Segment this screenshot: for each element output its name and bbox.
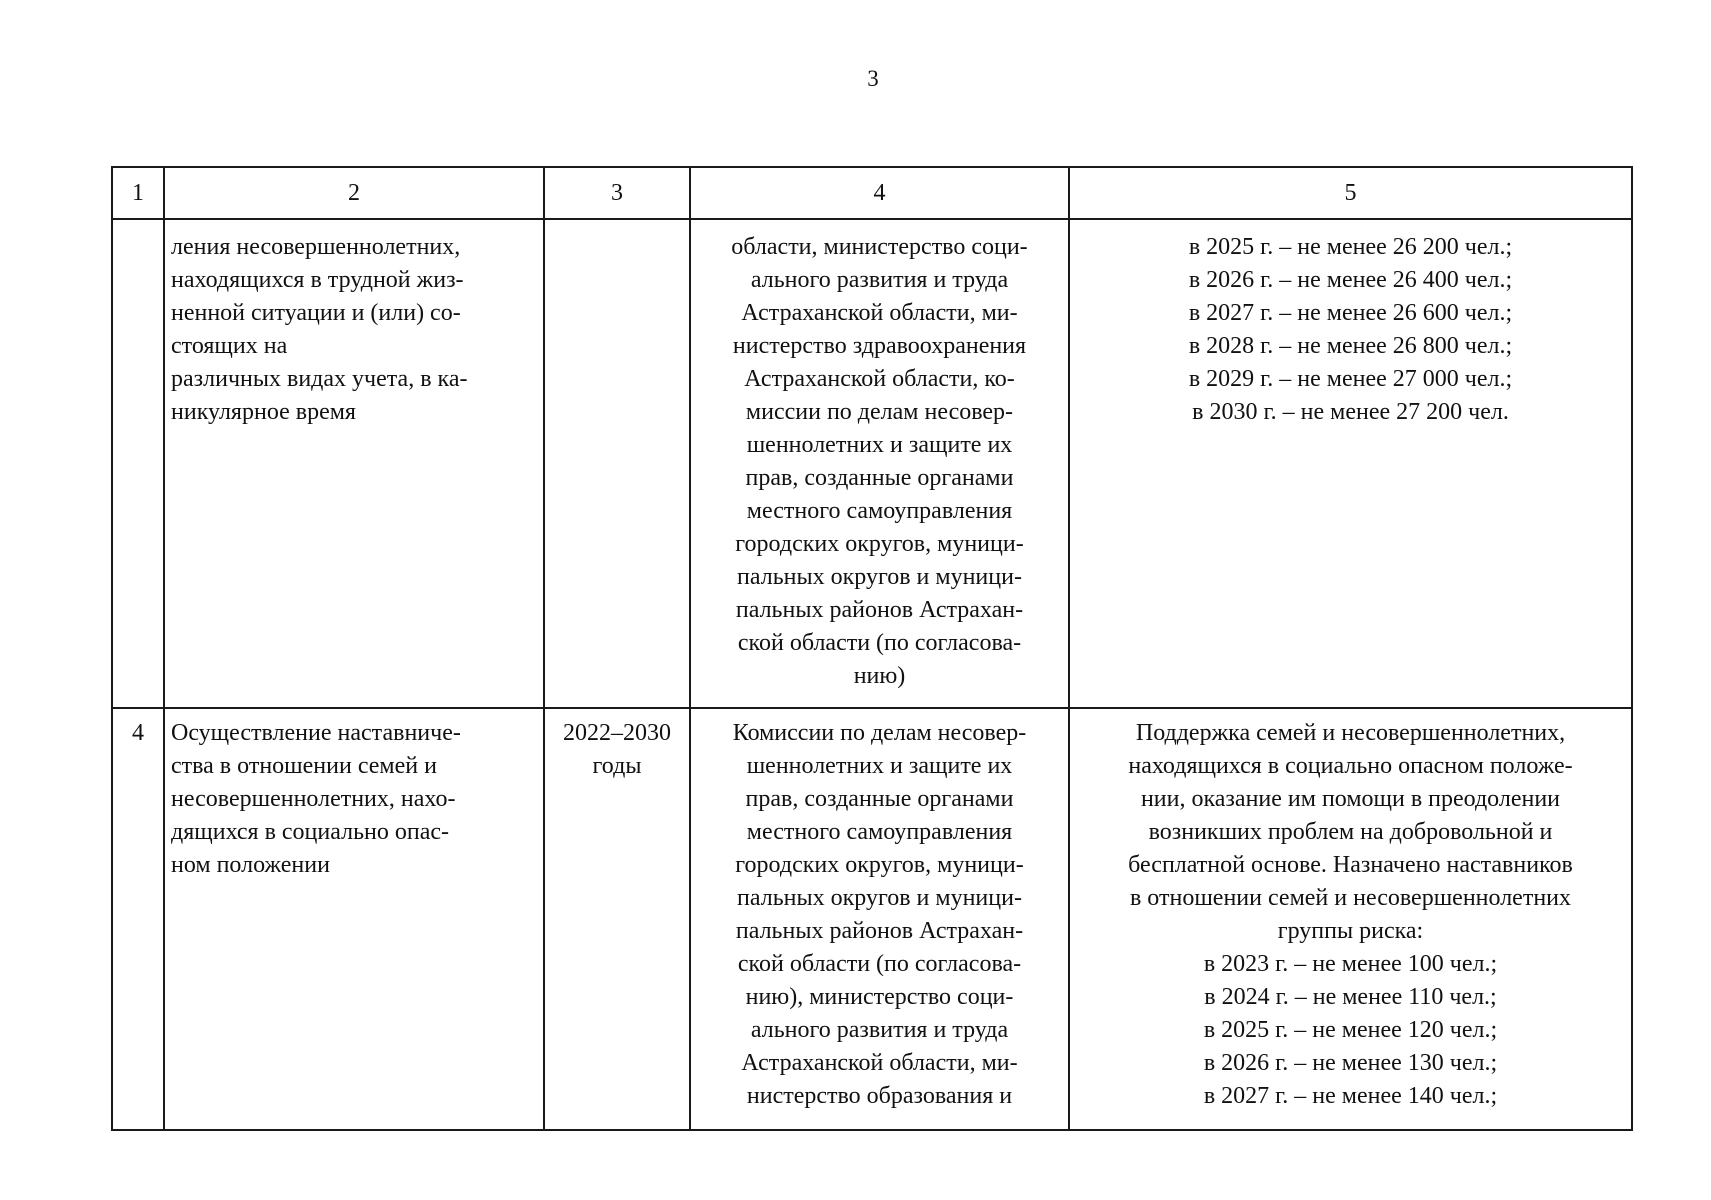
text-line: ской области (по согласова- (737, 951, 1022, 977)
text-line: нистерство образования и (746, 1083, 1013, 1109)
text-line: шеннолетних и защите их (746, 432, 1013, 458)
row-number-cell (112, 219, 164, 708)
text-line: находящихся в социально опасном положе- (1128, 753, 1573, 779)
text-line: в 2029 г. – не менее 27 000 чел.; (1188, 366, 1513, 392)
text-line: никулярное время (171, 399, 356, 425)
text-line: в 2028 г. – не менее 26 800 чел.; (1188, 333, 1513, 359)
text-line: прав, созданные органами (745, 465, 1014, 491)
text-line: нистерство здравоохранения (732, 333, 1027, 359)
text-line: ства в отношении семей и (171, 753, 437, 779)
text-line: пальных районов Астрахан- (735, 918, 1024, 944)
table-row (112, 708, 1632, 1130)
text-line: в 2023 г. – не менее 100 чел.; (1203, 951, 1498, 977)
text-line: возникших проблем на добровольной и (1148, 819, 1553, 845)
page-number: 3 (867, 66, 879, 91)
text-line: в 2024 г. – не менее 110 чел.; (1204, 984, 1497, 1010)
text-line: прав, созданные органами (745, 786, 1014, 812)
period-cell (544, 219, 690, 708)
period-cell (544, 708, 690, 1130)
executors-cell (690, 219, 1069, 708)
header-cell-5: 5 (1069, 167, 1632, 219)
text-line: Комиссии по делам несовер- (732, 720, 1027, 746)
text-line: ального развития и труда (750, 1017, 1009, 1043)
executors-cell (690, 708, 1069, 1130)
text-line: в 2027 г. – не менее 140 чел.; (1203, 1083, 1498, 1109)
text-line: области, министерство соци- (731, 234, 1028, 260)
activity-cell (164, 219, 544, 708)
header-cell-4: 4 (690, 167, 1069, 219)
text-line: в отношении семей и несовершеннолетних (1129, 885, 1572, 911)
text-line: в 2027 г. – не менее 26 600 чел.; (1188, 300, 1513, 326)
text-line: городских округов, муници- (735, 531, 1024, 557)
text-line: дящихся в социально опас- (171, 819, 450, 845)
text-line: нии, оказание им помощи в преодолении (1140, 786, 1561, 812)
text-line: миссии по делам несовер- (745, 399, 1014, 425)
text-line: ления несовершеннолетних, (171, 234, 461, 260)
text-line: несовершеннолетних, нахо- (171, 786, 456, 812)
text-line: городских округов, муници- (735, 852, 1024, 878)
text-line: местного самоуправления (746, 498, 1013, 524)
text-line: в 2025 г. – не менее 120 чел.; (1203, 1017, 1498, 1043)
header-row (112, 167, 1632, 219)
text-line: ненной ситуации и (или) со- (171, 300, 461, 326)
text-line: Астраханской области, ко- (744, 366, 1015, 392)
text-line: ном положении (171, 852, 330, 878)
text-line: пальных округов и муници- (737, 564, 1022, 590)
result-cell (1069, 708, 1632, 1130)
text-line: в 2030 г. – не менее 27 200 чел. (1192, 399, 1509, 425)
text-line: Астраханской области, ми- (741, 300, 1018, 326)
text-line: нию) (853, 663, 906, 689)
text-line: различных видах учета, в ка- (171, 366, 468, 392)
text-line: годы (592, 753, 642, 779)
text-line: стоящих на (171, 333, 288, 359)
row-number-cell: 4 (112, 708, 164, 1130)
program-table (111, 166, 1633, 1131)
table-row (112, 219, 1632, 708)
text-line: пальных районов Астрахан- (735, 597, 1024, 623)
text-line: 2022–2030 (563, 720, 671, 746)
text-line: Поддержка семей и несовершеннолетних, (1135, 720, 1566, 746)
header-cell-3: 3 (544, 167, 690, 219)
text-line: бесплатной основе. Назначено наставников (1128, 852, 1573, 878)
text-line: в 2025 г. – не менее 26 200 чел.; (1188, 234, 1513, 260)
text-line: в 2026 г. – не менее 26 400 чел.; (1188, 267, 1513, 293)
text-line: местного самоуправления (746, 819, 1013, 845)
text-line: ской области (по согласова- (737, 630, 1022, 656)
text-line: группы риска: (1277, 918, 1424, 944)
text-line: шеннолетних и защите их (746, 753, 1013, 779)
activity-cell (164, 708, 544, 1130)
header-cell-2: 2 (164, 167, 544, 219)
text-line: нию), министерство соци- (745, 984, 1014, 1010)
text-line: Астраханской области, ми- (741, 1050, 1018, 1076)
result-cell (1069, 219, 1632, 708)
header-cell-1: 1 (112, 167, 164, 219)
text-line: Осуществление наставниче- (171, 720, 461, 746)
text-line: в 2026 г. – не менее 130 чел.; (1203, 1050, 1498, 1076)
text-line: пальных округов и муници- (737, 885, 1022, 911)
text-line: находящихся в трудной жиз- (171, 267, 464, 293)
text-line: ального развития и труда (750, 267, 1009, 293)
